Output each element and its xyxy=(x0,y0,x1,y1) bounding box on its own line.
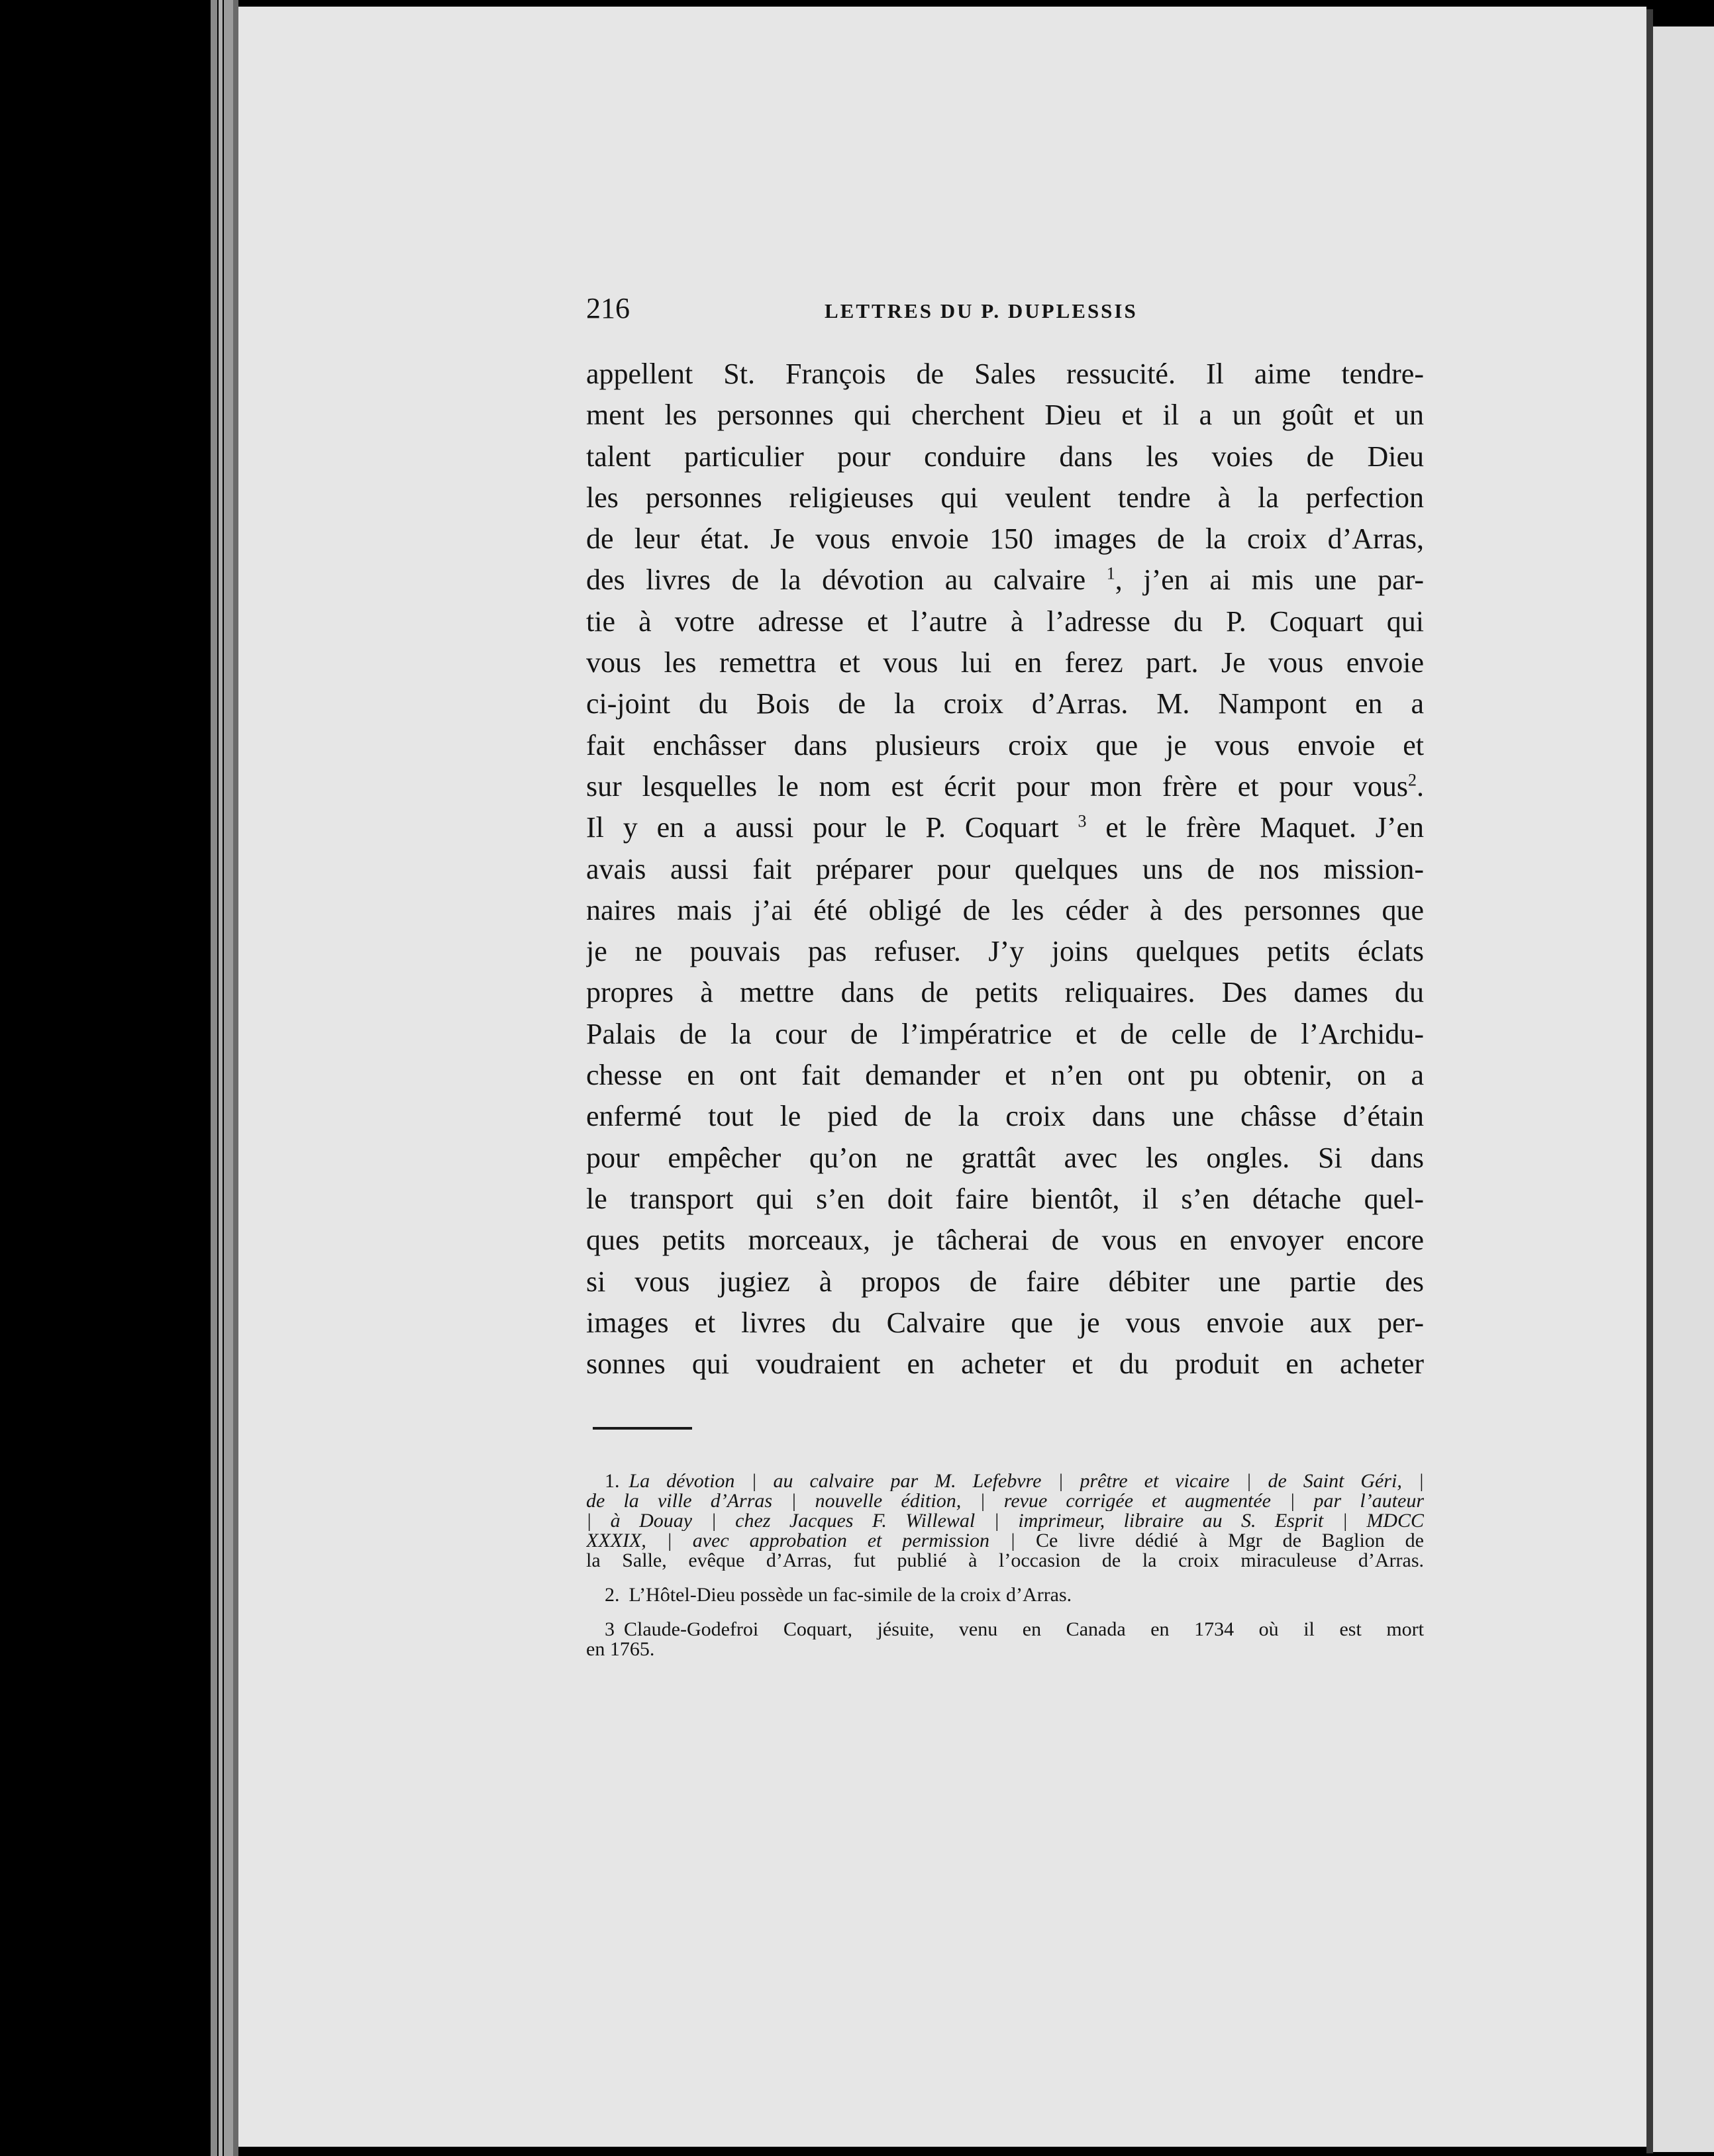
body-text xyxy=(586,354,1424,1385)
text-line: appellent St. François de Sales ressucité. Il aime tendre- xyxy=(586,358,1424,390)
citation-text: | à Douay | chez Jacques F. Willewal | imprimeur, libraire au S. Esprit | MDCC xyxy=(586,1511,1424,1531)
footnote-text: Claude-Godefroi Coquart, jésuite, venu en Canada en 1734 où il est mort xyxy=(624,1620,1424,1640)
footnote-line xyxy=(586,1531,1424,1551)
text-line: pour empêcher qu’on ne grattât avec les ongles. Si dans xyxy=(586,1141,1424,1174)
text-line: fait enchâsser dans plusieurs croix que je vous envoie et xyxy=(586,728,1424,761)
text-segment: sur lesquelles le nom est écrit pour mon frère et pour vous xyxy=(586,769,1408,803)
footnote-line xyxy=(586,1620,1424,1640)
text-line xyxy=(586,766,1424,807)
text-line: vous les remettra et vous lui en ferez part. Je vous envoie xyxy=(586,646,1424,679)
citation-text: de la ville d’Arras | nouvelle édition, | revue corrigée et augmentée | par l’auteur xyxy=(586,1491,1424,1511)
text-line xyxy=(586,807,1424,848)
facing-page-sliver xyxy=(1653,26,1714,2152)
text-line: je ne pouvais pas refuser. J’y joins quelques petits éclats xyxy=(586,935,1424,968)
text-line: ment les personnes qui cherchent Dieu et il a un goût et un xyxy=(586,399,1424,432)
footnote-text: Ce livre dédié à Mgr de Baglion de xyxy=(1015,1531,1424,1551)
footnote-ref: 2 xyxy=(1408,770,1417,790)
text-line: sonnes qui voudraient en acheter et du produit en acheter xyxy=(586,1348,1424,1381)
text-line: images et livres du Calvaire que je vous envoie aux per- xyxy=(586,1306,1424,1339)
text-line: si vous jugiez à propos de faire débiter une partie des xyxy=(586,1265,1424,1298)
page-edge-strip xyxy=(211,0,217,2156)
text-line: propres à mettre dans de petits reliquaires. Des dames du xyxy=(586,976,1424,1009)
footnote-rule xyxy=(593,1427,692,1430)
footnote-ref: 1 xyxy=(1106,564,1115,583)
footnote-line: la Salle, evêque d’Arras, fut publié à l’occasion de la croix miraculeuse d’Arras. xyxy=(586,1551,1424,1571)
text-segment: et le frère Maquet. J’en xyxy=(1105,811,1424,844)
footnote-1 xyxy=(586,1471,1424,1571)
page-edge-strip xyxy=(224,0,233,2156)
text-line: tie à votre adresse et l’autre à l’adresse du P. Coquart qui xyxy=(586,605,1424,638)
footnotes xyxy=(586,1471,1424,1671)
citation-text: La dévotion | au calvaire par M. Lefebvre | prêtre et vicaire | de Saint Géri, | xyxy=(629,1471,1424,1491)
text-line: talent particulier pour conduire dans les voies de Dieu xyxy=(586,440,1424,473)
footnote-line xyxy=(586,1471,1424,1491)
page-edge-strip xyxy=(233,0,238,2156)
text-line: de leur état. Je vous envoie 150 images de la croix d’Arras, xyxy=(586,522,1424,556)
footnote-3 xyxy=(586,1620,1424,1659)
text-segment: . xyxy=(1417,769,1424,803)
footnote-number: 2. xyxy=(605,1585,620,1605)
text-line: enfermé tout le pied de la croix dans une châsse d’étain xyxy=(586,1100,1424,1133)
text-line: naires mais j’ai été obligé de les céder à des personnes que xyxy=(586,893,1424,926)
text-segment: Il y en a aussi pour le P. Coquart xyxy=(586,811,1059,844)
text-line: ques petits morceaux, je tâcherai de vous en envoyer encore xyxy=(586,1224,1424,1257)
right-page-edge xyxy=(1646,9,1653,2153)
footnote-text: L’Hôtel-Dieu possède un fac-simile de la croix d’Arras. xyxy=(629,1585,1072,1605)
footnote-line: en 1765. xyxy=(586,1640,655,1659)
footnote-line xyxy=(586,1511,1424,1531)
citation-text: XXXIX, | avec approbation et permission | xyxy=(586,1531,1016,1551)
page-edge-strip xyxy=(219,0,223,2156)
text-line: chesse en ont fait demander et n’en ont pu obtenir, on a xyxy=(586,1059,1424,1092)
text-line: avais aussi fait préparer pour quelques uns de nos mission- xyxy=(586,852,1424,885)
text-line: Palais de la cour de l’impératrice et de celle de l’Archidu- xyxy=(586,1017,1424,1050)
footnote-ref: 3 xyxy=(1078,811,1087,831)
footnote-number: 3 xyxy=(605,1620,615,1640)
text-segment: des livres de la dévotion au calvaire xyxy=(586,564,1086,597)
footnote-line xyxy=(586,1585,1424,1605)
text-line xyxy=(586,560,1424,601)
running-title: LETTRES DU P. DUPLESSIS xyxy=(825,299,1138,322)
running-head xyxy=(586,289,1424,328)
text-line: les personnes religieuses qui veulent tendre à la perfection xyxy=(586,481,1424,514)
footnote-2 xyxy=(586,1585,1424,1605)
text-segment: , j’en ai mis une par- xyxy=(1115,564,1424,597)
page-number: 216 xyxy=(586,292,630,324)
footnote-number: 1. xyxy=(605,1471,620,1491)
text-line: le transport qui s’en doit faire bientôt, il s’en détache quel- xyxy=(586,1182,1424,1215)
footnote-line xyxy=(586,1491,1424,1511)
text-line: ci-joint du Bois de la croix d’Arras. M. Nampont en a xyxy=(586,687,1424,720)
